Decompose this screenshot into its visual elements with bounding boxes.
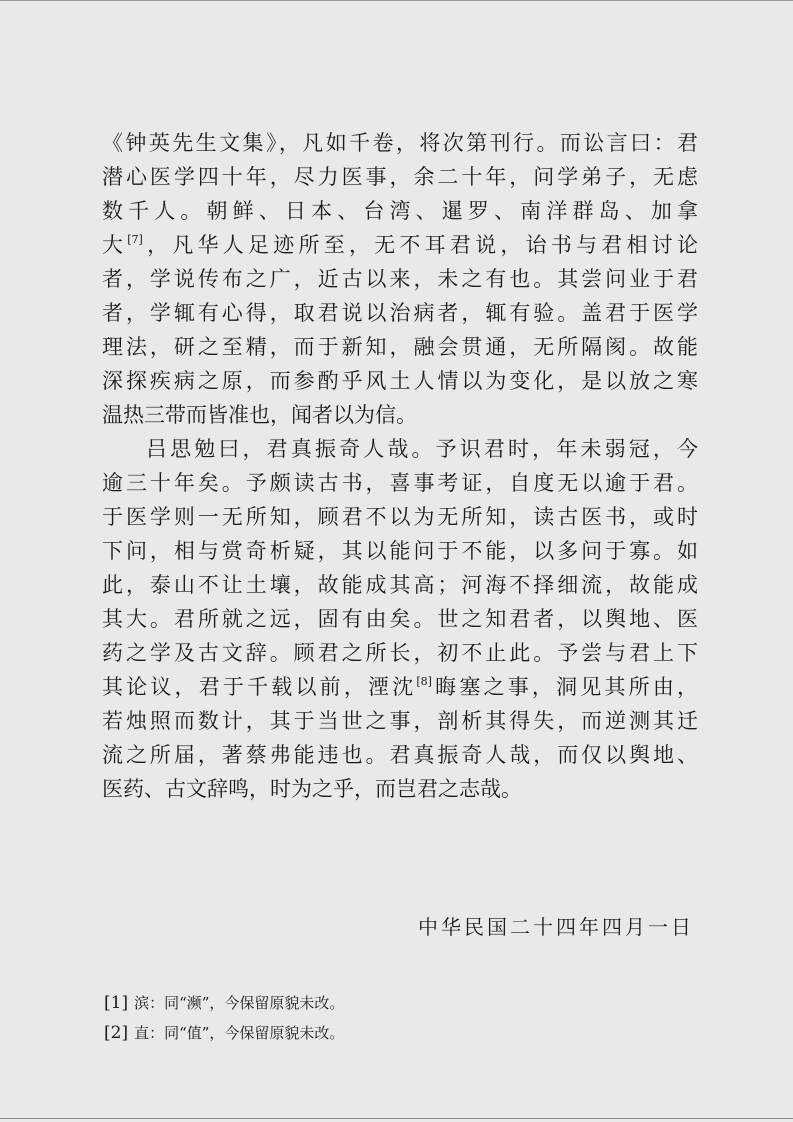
text-line: 吕思勉曰，君真振奇人哉。予识君时，年未弱冠，今 (146, 437, 698, 461)
text-fragment: 大 (102, 233, 128, 257)
text-line: 数千人。朝鲜、日本、台湾、暹罗、南洋群岛、加拿 (102, 199, 698, 223)
footnote-text: 直：同“值”，今保留原貌未改。 (134, 1024, 345, 1042)
text-line: 者，学说传布之广，近古以来，未之有也。其尝问业于君 (102, 267, 698, 291)
footnote-text: 滨：同“濒”，今保留原貌未改。 (134, 994, 345, 1012)
text-line: 逾三十年矣。予颇读古书，喜事考证，自度无以逾于君。 (102, 471, 698, 495)
text-fragment: ，凡华人足迹所至，无不耳君说，诒书与君相讨论 (142, 233, 699, 257)
page-top-border (0, 0, 793, 1)
text-line: 于医学则一无所知，顾君不以为无所知，读古医书，或时 (102, 505, 698, 529)
text-line (102, 228, 698, 262)
text-fragment: 晦塞之事，洞见其所由， (431, 675, 699, 699)
text-line: 者，学辄有心得，取君说以治病者，辄有验。盖君于医学 (102, 301, 698, 325)
text-line: 《钟英先生文集》，凡如千卷，将次第刊行。而讼言曰：君 (102, 131, 698, 155)
text-line: 理法，研之至精，而于新知，融会贯通，无所隔阂。故能 (102, 335, 698, 359)
paragraph-2 (102, 432, 698, 806)
footnote-item (104, 1018, 694, 1048)
text-line: 此，泰山不让土壤，故能成其高；河海不择细流，故能成 (102, 573, 698, 597)
footnotes (104, 988, 694, 1048)
footnote-number: [2] (104, 1023, 129, 1043)
text-line: 流之所届，著蔡弗能违也。君真振奇人哉，而仅以舆地、 (102, 743, 698, 767)
date-signature: 中华民国二十四年四月一日 (418, 915, 694, 939)
footnote-marker[interactable]: [7] (127, 233, 143, 246)
footnote-marker[interactable]: [8] (416, 675, 432, 688)
text-line: 药之学及古文辞。顾君之所长，初不止此。予尝与君上下 (102, 641, 698, 665)
text-fragment: 其论议，君于千载以前，湮沈 (102, 675, 417, 699)
text-line: 医药、古文辞鸣，时为之乎，而岂君之志哉。 (102, 777, 522, 801)
text-line: 潜心医学四十年，尽力医事，余二十年，问学弟子，无虑 (102, 165, 698, 189)
page-bottom-border (0, 1118, 793, 1119)
text-line: 下问，相与赏奇析疑，其以能问于不能，以多问于寡。如 (102, 539, 698, 563)
footnote-number: [1] (104, 993, 129, 1013)
text-line: 其大。君所就之远，固有由矣。世之知君者，以舆地、医 (102, 607, 698, 631)
paragraph-1 (102, 126, 698, 432)
text-line: 若烛照而数计，其于当世之事，剖析其得失，而逆测其迁 (102, 709, 698, 733)
text-line (102, 670, 698, 704)
text-line: 深探疾病之原，而参酌乎风土人情以为变化，是以放之寒 (102, 369, 698, 393)
body-text (102, 126, 698, 806)
footnote-item (104, 988, 694, 1018)
text-line: 温热三带而皆准也，闻者以为信。 (102, 403, 417, 427)
